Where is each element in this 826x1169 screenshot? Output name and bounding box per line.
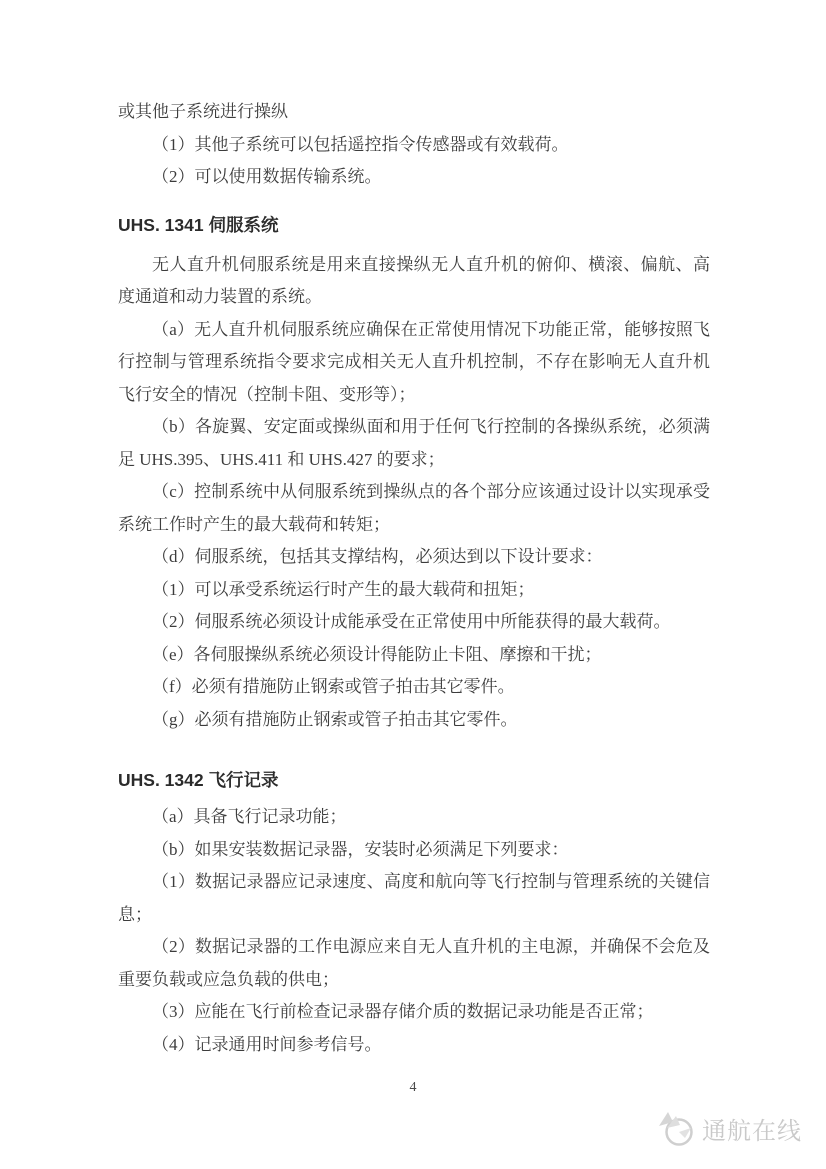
intro-list-item-2: （2）可以使用数据传输系统。 bbox=[152, 167, 382, 186]
watermark bbox=[655, 1108, 802, 1148]
s1341-clause-c: （c）控制系统中从伺服系统到操纵点的各个部分应该通过设计以实现承受系统工作时产生的最大载荷和转矩； bbox=[118, 482, 710, 534]
s1341-paragraph: 无人直升机伺服系统是用来直接操纵无人直升机的俯仰、横滚、偏航、高度通道和动力装置的系统。 bbox=[118, 254, 710, 306]
paragraph-continuation: 或其他子系统进行操纵 bbox=[118, 102, 288, 121]
s1342-clause-b-item-3: （3）应能在飞行前检查记录器存储介质的数据记录功能是否正常； bbox=[152, 1002, 654, 1021]
dove-logo-icon bbox=[655, 1108, 697, 1148]
s1342-clause-b-item-2: （2）数据记录器的工作电源应来自无人直升机的主电源，并确保不会危及重要负载或应急负载的供电； bbox=[118, 937, 710, 989]
s1341-clause-d-item-2: （2）伺服系统必须设计成能承受在正常使用中所能获得的最大载荷。 bbox=[152, 612, 671, 631]
section-heading-uhs-1342: UHS. 1342 飞行记录 bbox=[118, 770, 279, 790]
s1342-clause-b: （b）如果安装数据记录器，安装时必须满足下列要求： bbox=[152, 839, 569, 859]
page-body bbox=[118, 96, 710, 1061]
s1341-clause-e: （e）各伺服操纵系统必须设计得能防止卡阻、摩擦和干扰； bbox=[152, 644, 602, 664]
s1342-clause-a: （a）具备飞行记录功能； bbox=[152, 807, 347, 826]
s1341-clause-d: （d）伺服系统，包括其支撑结构，必须达到以下设计要求： bbox=[152, 547, 603, 566]
s1342-clause-b-item-1: （1）数据记录器应记录速度、高度和航向等飞行控制与管理系统的关键信息； bbox=[118, 872, 710, 924]
s1341-clause-b: （b）各旋翼、安定面或操纵面和用于任何飞行控制的各操纵系统，必须满足 UHS.395、UHS.411 和 UHS.427 的要求； bbox=[118, 417, 710, 469]
s1341-clause-g: （g）必须有措施防止钢索或管子拍击其它零件。 bbox=[152, 709, 518, 729]
page-number: 4 bbox=[409, 1080, 417, 1095]
section-heading-uhs-1341: UHS. 1341 伺服系统 bbox=[118, 214, 279, 235]
s1341-clause-d-item-1: （1）可以承受系统运行时产生的最大载荷和扭矩； bbox=[152, 579, 535, 599]
s1341-clause-f: （f）必须有措施防止钢索或管子拍击其它零件。 bbox=[152, 677, 515, 696]
intro-list-item-1: （1）其他子系统可以包括遥控指令传感器或有效载荷。 bbox=[152, 134, 569, 154]
watermark-text: 通航在线 bbox=[702, 1117, 802, 1145]
s1342-clause-b-item-4: （4）记录通用时间参考信号。 bbox=[152, 1034, 382, 1054]
s1341-clause-a: （a）无人直升机伺服系统应确保在正常使用情况下功能正常，能够按照飞行控制与管理系统指令要求完成相关无人直升机控制，不存在影响无人直升机飞行安全的情况（控制卡阻、变形等）； bbox=[118, 319, 710, 404]
